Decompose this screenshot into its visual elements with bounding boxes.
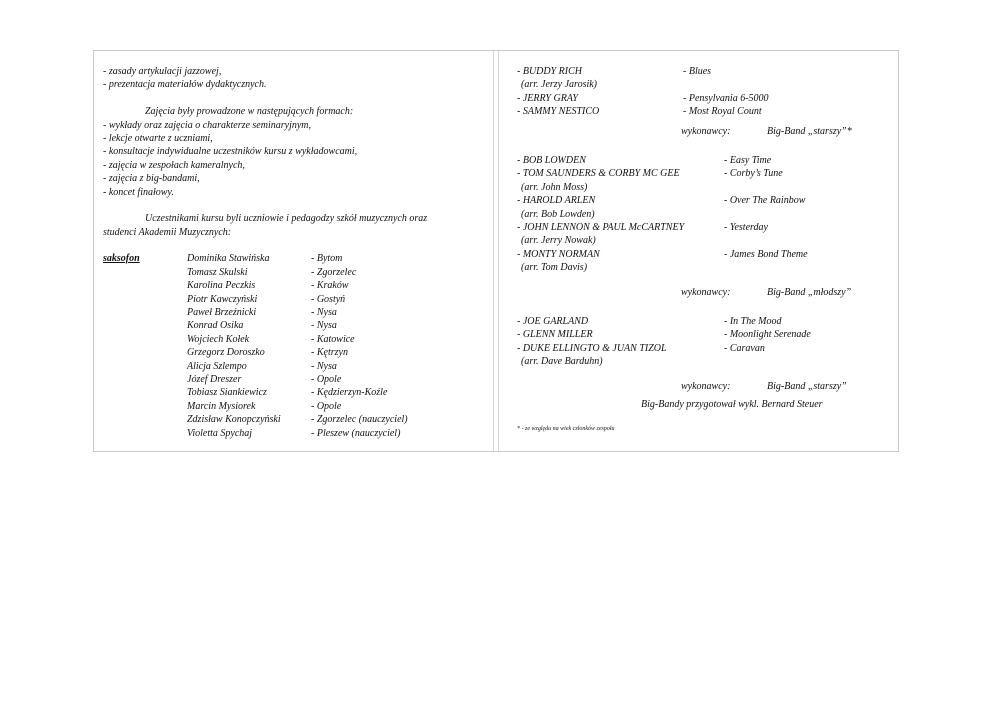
composer: - JERRY GRAY	[517, 92, 578, 104]
arranger: (arr. Dave Barduhn)	[521, 356, 603, 368]
arranger: (arr. Jerry Nowak)	[521, 235, 596, 247]
program-row	[517, 65, 887, 78]
intro-line: - prezentacja materiałów dydaktycznych.	[103, 79, 267, 91]
participant-name: Józef Dreszer	[187, 373, 242, 385]
participant-names	[187, 252, 281, 439]
program-row	[517, 234, 887, 247]
composer: - DUKE ELLINGTO & JUAN TIZOL	[517, 342, 667, 354]
piece-title: - In The Mood	[724, 315, 782, 327]
performers-value: Big-Band „młodszy”	[767, 287, 852, 299]
booklet-page	[93, 50, 899, 452]
piece-title: - Moonlight Serenade	[724, 329, 811, 341]
arranger: (arr. Tom Davis)	[521, 262, 588, 274]
composer: - TOM SAUNDERS & CORBY MC GEE	[517, 168, 680, 180]
program-row	[517, 208, 887, 221]
composer: - BOB LOWDEN	[517, 154, 586, 166]
composer: - SAMMY NESTICO	[517, 106, 600, 118]
page-fold	[493, 51, 499, 451]
participant-name: Paweł Brzeźnicki	[187, 307, 257, 319]
performers-line	[517, 286, 887, 299]
participant-city: - Pleszew (nauczyciel)	[311, 427, 401, 439]
participant-city: - Opole	[311, 400, 342, 412]
participants-roster	[103, 252, 487, 440]
participant-name: Tomasz Skulski	[187, 266, 248, 278]
participant-city: - Opole	[311, 373, 342, 385]
composer: - HAROLD ARLEN	[517, 195, 596, 207]
participant-city: - Zgorzelec (nauczyciel)	[311, 414, 408, 426]
participant-name: Wojciech Kołek	[187, 333, 250, 345]
bigband-credit: Big-Bandy przygotował wykl. Bernard Steuer	[641, 398, 823, 410]
footnote: * - ze względu na wiek członków zespołu	[517, 425, 615, 432]
participants-intro: studenci Akademii Muzycznych:	[103, 226, 232, 238]
performers-value: Big-Band „starszy”	[767, 381, 847, 393]
piece-title: - Yesterday	[724, 221, 768, 233]
forms-item: - wykłady oraz zajęcia o charakterze seminaryjnym,	[103, 119, 312, 131]
piece-title: - Over The Rainbow	[724, 195, 806, 207]
program-row	[517, 342, 887, 355]
program-row	[517, 328, 887, 341]
piece-title: - Easy Time	[724, 154, 772, 166]
participant-name: Konrad Osika	[187, 320, 244, 332]
arranger: (arr. John Moss)	[521, 181, 588, 193]
performers-value: Big-Band „starszy”*	[767, 125, 852, 137]
intro-line: - zasady artykulacji jazzowej,	[103, 66, 222, 77]
performers-label: wykonawcy:	[681, 125, 731, 137]
piece-title: - Corby’s Tune	[724, 168, 783, 180]
piece-title: - Caravan	[724, 342, 765, 354]
participant-city: - Nysa	[311, 360, 337, 372]
performers-label: wykonawcy:	[681, 381, 731, 393]
forms-item: - konsultacje indywidualne uczestników kursu z wykładowcami,	[103, 146, 358, 158]
program-row	[517, 355, 887, 368]
performers-line	[517, 125, 887, 138]
participant-name: Dominika Stawińska	[187, 253, 270, 265]
piece-title: - James Bond Theme	[724, 248, 808, 260]
participant-city: - Zgorzelec	[311, 266, 357, 278]
forms-item: - koncet finałowy.	[103, 186, 174, 198]
program-row	[517, 92, 887, 105]
composer: - MONTY NORMAN	[517, 248, 600, 260]
instrument-label: saksofon	[103, 253, 140, 265]
performers-label: wykonawcy:	[681, 287, 731, 299]
participant-name: Karolina Peczkis	[187, 280, 256, 292]
participant-name: Tobiasz Siankiewicz	[187, 387, 267, 399]
participant-city: - Nysa	[311, 320, 337, 332]
participant-name: Zdzisław Konopczyński	[187, 414, 281, 426]
forms-item: - zajęcia z big-bandami,	[103, 173, 200, 185]
program-row	[517, 315, 887, 328]
program-row	[517, 221, 887, 234]
participant-city: - Kętrzyn	[311, 347, 348, 359]
composer: - JOE GARLAND	[517, 315, 589, 327]
forms-heading: Zajęcia były prowadzone w następujących formach:	[145, 106, 354, 118]
program-row	[517, 105, 887, 118]
program-row	[517, 261, 887, 274]
piece-title: - Blues	[683, 66, 712, 77]
program-row	[517, 154, 887, 167]
program-row	[517, 181, 887, 194]
program-row	[517, 248, 887, 261]
participant-name: Piotr Kawczyński	[187, 293, 258, 305]
performers-line	[517, 380, 887, 393]
participant-city: - Kraków	[311, 280, 349, 292]
participant-cities	[311, 252, 408, 439]
forms-item: - lekcje otwarte z uczniami,	[103, 132, 213, 144]
participant-city: - Katowice	[311, 333, 355, 345]
participants-intro: Uczestnikami kursu byli uczniowie i pedagodzy szkół muzycznych oraz	[145, 213, 428, 225]
participant-name: Alicja Szlempo	[187, 360, 247, 372]
participant-city: - Kędzierzyn-Koźle	[311, 387, 388, 399]
program-row	[517, 194, 887, 207]
left-panel	[103, 65, 487, 440]
participant-name: Violetta Spychaj	[187, 427, 253, 439]
composer: - BUDDY RICH	[517, 66, 582, 77]
composer: - JOHN LENNON & PAUL McCARTNEY	[517, 221, 685, 233]
program-row	[517, 167, 887, 180]
participant-city: - Gostyń	[311, 293, 346, 305]
program-row	[517, 78, 887, 91]
participant-city: - Bytom	[311, 253, 343, 265]
arranger: (arr. Bob Lowden)	[521, 208, 595, 220]
forms-item: - zajęcia w zespołach kameralnych,	[103, 159, 245, 171]
piece-title: - Most Royal Count	[683, 106, 762, 118]
arranger: (arr. Jerzy Jarosik)	[521, 79, 598, 91]
participant-city: - Nysa	[311, 307, 337, 319]
participant-name: Grzegorz Doroszko	[187, 347, 265, 359]
piece-title: - Pensylvania 6-5000	[683, 92, 769, 104]
right-panel	[517, 65, 887, 433]
participant-name: Marcin Mysiorek	[187, 400, 256, 412]
composer: - GLENN MILLER	[517, 329, 593, 341]
